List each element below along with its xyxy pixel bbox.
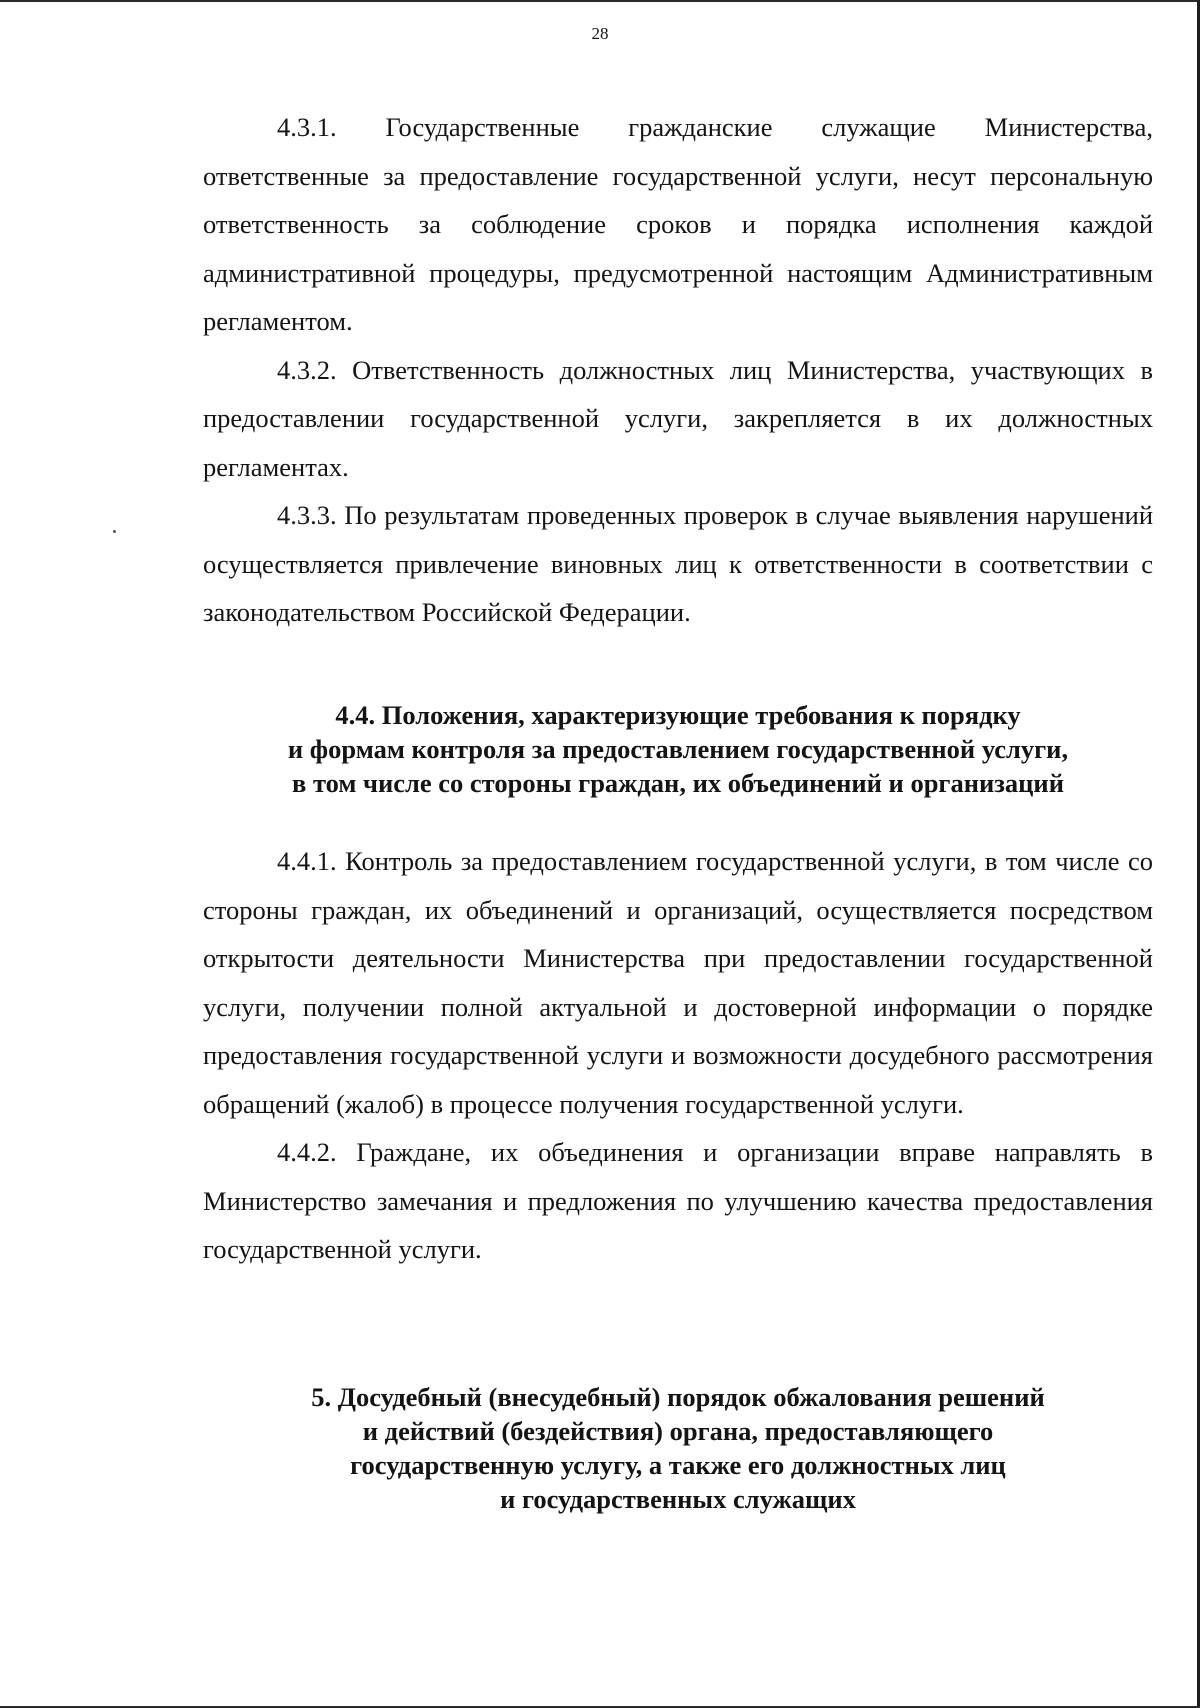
heading-5-line: и действий (бездействия) органа, предоставляющего [362,1416,994,1446]
heading-4-4-line: 4.4. Положения, характеризующие требования к порядку [335,700,1021,730]
heading-5-line: 5. Досудебный (внесудебный) порядок обжалования решений [311,1382,1045,1412]
paragraph-4-3-3: 4.3.3. По результатам проведенных проверок в случае выявления нарушений осуществляется привлечение виновных лиц к ответственности в соответствии с законодательством Российской Федерации. [203,500,1153,627]
paragraph-4-3-2: 4.3.2. Ответственность должностных лиц Министерства, участвующих в предоставлении государственной услуги, закрепляется в их должностных регламентах. [203,354,1153,482]
heading-5-line: и государственных служащих [500,1484,856,1514]
page-number: 28 [591,24,609,43]
section-4-4-body [203,837,1153,1274]
paragraph-4-4-2: 4.4.2. Граждане, их объединения и организации вправе направлять в Министерство замечания и предложения по улучшению качества предоставления государственной услуги. [203,1137,1153,1264]
heading-4-4-line: в том числе со стороны граждан, их объединений и организаций [292,768,1064,798]
section-4-3-body [203,103,1153,637]
paragraph-4-4-1: 4.4.1. Контроль за предоставлением государственной услуги, в том числе со стороны граждан, их объединений и организаций, осуществляется посредством открытости деятельности Министерства при предоставлении государственной услуги, получении полной актуальной и достоверной информации о порядке предоставления государственной услуги и возможности досудебного рассмотрения обращений (жалоб) в процессе получения государственной услуги. [203,846,1153,1119]
heading-section-4-4 [203,698,1153,800]
heading-section-5 [203,1380,1153,1516]
heading-4-4-line: и формам контроля за предоставлением государственной услуги, [287,734,1069,764]
heading-5-line: государственную услугу, а также его должностных лиц [350,1450,1006,1480]
scan-border-top [0,0,1200,2]
paragraph-4-3-1: 4.3.1. Государственные гражданские служащие Министерства, ответственные за предоставление государственной услуги, несут персональную ответственность за соблюдение сроков и порядка исполнения каждой административной процедуры, предусмотренной настоящим Административным регламентом. [203,112,1153,336]
scan-speck [113,530,116,533]
